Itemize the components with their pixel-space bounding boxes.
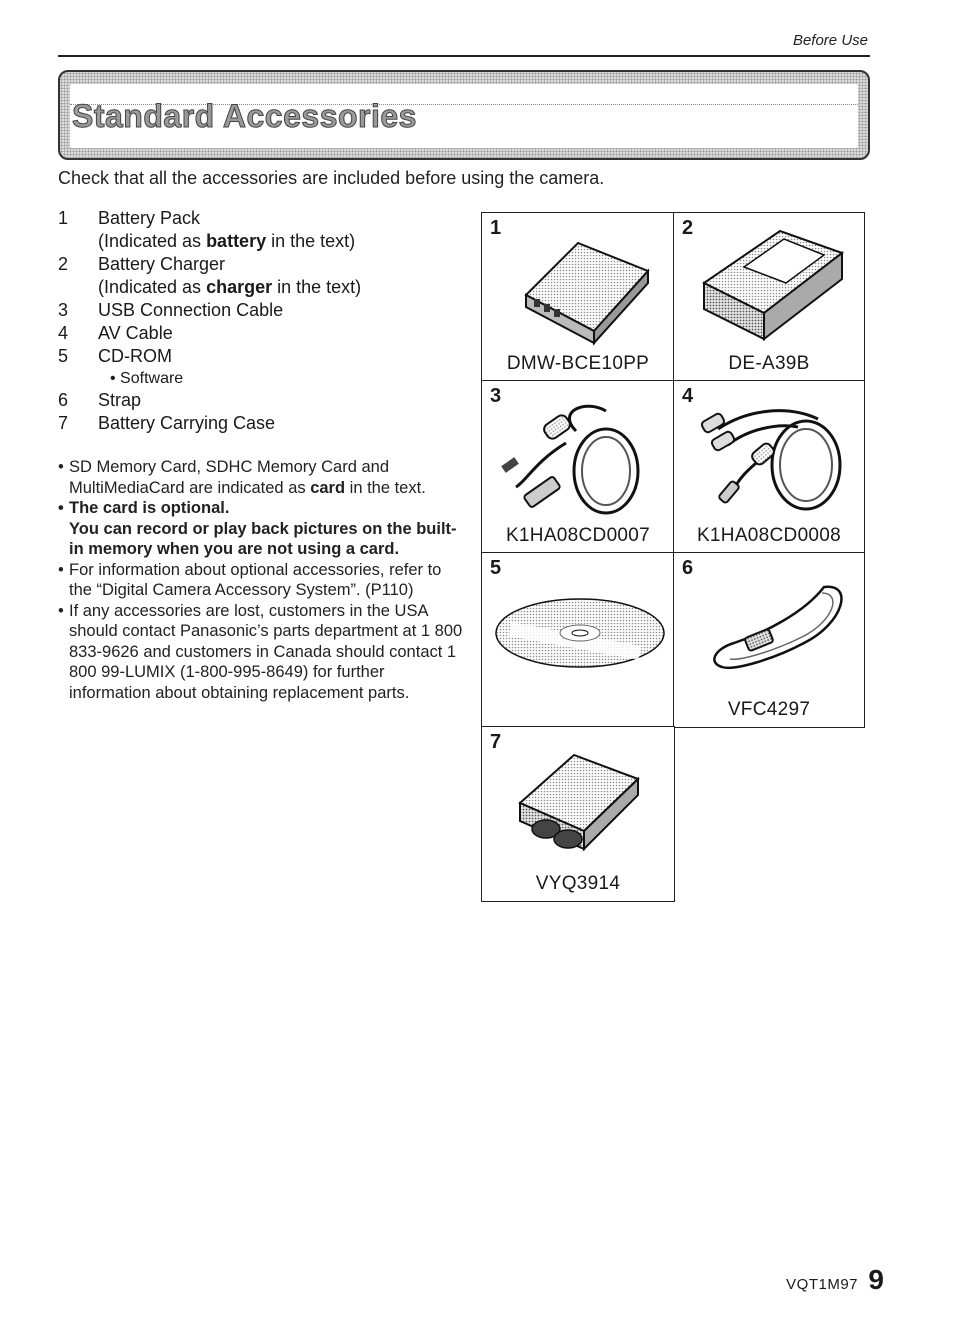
page-number: 9	[868, 1264, 884, 1295]
list-item	[58, 345, 468, 389]
list-item-subitem: • Software	[110, 370, 184, 387]
list-item	[58, 299, 468, 322]
list-item	[58, 389, 468, 412]
list-item-number: 4	[58, 323, 69, 343]
accessory-cell-3	[481, 380, 675, 554]
list-item-name: Battery Charger	[98, 254, 226, 274]
list-item-name: Battery Pack	[98, 208, 201, 228]
list-item-note	[98, 276, 468, 299]
accessory-cell-7	[481, 726, 675, 902]
cell-number: 5	[490, 557, 502, 579]
battery-case-icon	[510, 739, 650, 859]
note-text: in the text)	[272, 277, 362, 297]
list-item-name: CD-ROM	[98, 346, 172, 366]
cell-number: 2	[682, 217, 694, 239]
note-card-naming	[58, 457, 468, 498]
note-text: SD Memory Card, SDHC Memory Card and MultiMediaCard are indicated as	[69, 458, 389, 497]
battery-pack-icon	[508, 227, 658, 347]
note-text: You can record or play back pictures on the built-in memory when you are not using a card.	[69, 519, 457, 558]
accessory-cell-6	[673, 552, 865, 728]
note-card-optional	[58, 498, 468, 560]
list-item-name: Battery Carrying Case	[98, 413, 276, 433]
list-item	[58, 412, 468, 435]
note-text: The card is optional.	[69, 499, 230, 517]
model-number: VYQ3914	[535, 873, 621, 894]
strap-icon	[694, 573, 854, 683]
cell-number: 4	[682, 385, 694, 407]
cell-number: 7	[490, 731, 502, 753]
note-text: For information about optional accessories, refer to the “Digital Camera Accessory System”. (P110)	[69, 560, 442, 599]
bullet: •	[58, 560, 64, 579]
intro-text: Check that all the accessories are included before using the camera.	[58, 168, 605, 188]
accessory-list	[58, 207, 468, 435]
cd-rom-icon	[490, 583, 670, 683]
list-item-name: Strap	[98, 390, 142, 410]
list-item-number: 3	[58, 300, 69, 320]
note-bold-term: charger	[206, 277, 273, 297]
note-optional-accessories	[58, 560, 468, 601]
list-item-number: 5	[58, 346, 69, 366]
list-item	[58, 253, 468, 299]
accessory-cell-5	[481, 552, 675, 728]
cell-number: 3	[490, 385, 502, 407]
cell-number: 6	[682, 557, 694, 579]
note-text: in the text.	[345, 478, 426, 497]
note-text: If any accessories are lost, customers in the USA should contact Panasonic’s parts department at 1 800 833-9626 and customers in Canada should contact 1 800 99-LUMIX (1-800-995-8649) for further information about obtaining replacement parts.	[69, 601, 463, 702]
note-text: (Indicated as	[98, 231, 207, 251]
model-number: DE-A39B	[728, 353, 810, 374]
list-item-note	[98, 230, 468, 253]
list-item-name: USB Connection Cable	[98, 300, 284, 320]
note-bold-term: battery	[206, 231, 267, 251]
list-item-name: AV Cable	[98, 323, 173, 343]
document-code: VQT1M97	[786, 1276, 858, 1293]
list-item-number: 2	[58, 254, 69, 274]
model-number: VFC4297	[727, 699, 811, 720]
note-bold-term: card	[310, 478, 346, 497]
note-text: in the text)	[266, 231, 356, 251]
list-item-number: 1	[58, 208, 69, 228]
model-number: K1HA08CD0007	[505, 525, 651, 546]
accessory-cell-2	[673, 212, 865, 382]
bullet: •	[58, 458, 64, 476]
list-item-number: 7	[58, 413, 69, 433]
model-number: DMW-BCE10PP	[506, 353, 650, 374]
bullet: •	[58, 499, 64, 517]
header-rule	[58, 55, 870, 57]
accessory-cell-1	[481, 212, 675, 382]
page-title: Standard Accessories	[72, 98, 417, 134]
title-banner	[58, 70, 870, 160]
note-text: (Indicated as	[98, 277, 207, 297]
list-item	[58, 322, 468, 345]
notes-section	[58, 457, 468, 703]
battery-charger-icon	[694, 217, 854, 347]
model-number: K1HA08CD0008	[696, 525, 842, 546]
list-item-number: 6	[58, 390, 69, 410]
bullet: •	[58, 601, 64, 620]
av-cable-icon	[688, 389, 858, 519]
usb-cable-icon	[496, 391, 666, 521]
list-item	[58, 207, 468, 253]
note-lost-accessories	[58, 601, 468, 704]
running-header: Before Use	[792, 32, 868, 49]
cell-number: 1	[490, 217, 502, 239]
accessory-cell-4	[673, 380, 865, 554]
